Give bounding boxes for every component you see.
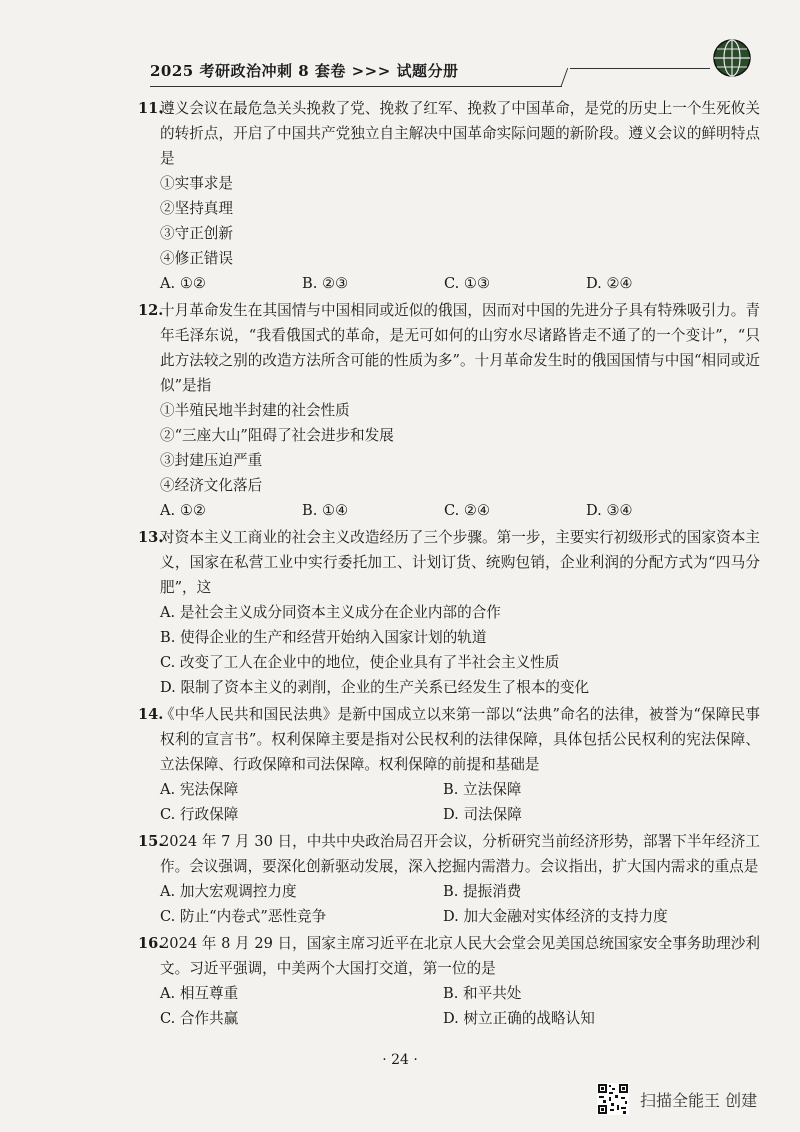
statement-item: ②“三座大山”阻碍了社会进步和发展 bbox=[160, 427, 394, 444]
choice-a: A. 是社会主义成分同资本主义成分在企业内部的合作 bbox=[160, 604, 501, 621]
choice-b: B. 使得企业的生产和经营开始纳入国家计划的轨道 bbox=[160, 629, 487, 646]
question-stem: 2024 年 8 月 29 日，国家主席习近平在北京人民大会堂会见美国总统国家安全事务助理沙利文。习近平强调，中美两个大国打交道，第一位的是 bbox=[160, 935, 760, 977]
choice-b: B. ①④ bbox=[302, 502, 349, 519]
header-title: 2025 考研政治冲刺 8 套卷 >>> 试题分册 bbox=[150, 62, 459, 80]
header-underline bbox=[150, 86, 562, 87]
question-stem: 十月革命发生在其国情与中国相同或近似的俄国，因而对中国的先进分子具有特殊吸引力。青年毛泽东说，“我看俄国式的革命，是无可如何的山穷水尽诸路皆走不通了的一个变计”，“只此方法较之别的改造方法所含可能的性质为多”。十月革命发生时的俄国国情与中国“相同或近似”是指 bbox=[160, 302, 760, 394]
choice-a: A. ①② bbox=[160, 502, 206, 519]
answer-choices bbox=[160, 271, 760, 296]
choice-d: D. ③④ bbox=[586, 502, 633, 519]
question-11 bbox=[138, 96, 760, 296]
header-top-line bbox=[570, 68, 710, 69]
question-12 bbox=[138, 298, 760, 523]
question-number: 13. bbox=[138, 529, 164, 546]
question-list bbox=[138, 96, 760, 1033]
choice-d: D. 司法保障 bbox=[443, 806, 522, 823]
question-number: 15. bbox=[138, 833, 164, 850]
choice-d: D. 树立正确的战略认知 bbox=[443, 1010, 595, 1027]
statement-item: ④经济文化落后 bbox=[160, 477, 263, 494]
choice-b: B. 立法保障 bbox=[443, 781, 522, 798]
choice-a: A. 加大宏观调控力度 bbox=[160, 883, 297, 900]
statement-item: ③封建压迫严重 bbox=[160, 452, 263, 469]
answer-choices-row-1 bbox=[160, 879, 760, 904]
choice-a: A. 相互尊重 bbox=[160, 985, 239, 1002]
statement-item: ②坚持真理 bbox=[160, 200, 233, 217]
question-stem: 《中华人民共和国民法典》是新中国成立以来第一部以“法典”命名的法律，被誉为“保障民事权利的宣言书”。权利保障主要是指对公民权利的法律保障，具体包括公民权利的宪法保障、立法保障、行政保障和司法保障。权利保障的前提和基础是 bbox=[160, 706, 760, 773]
qr-code-icon bbox=[597, 1083, 629, 1115]
question-16 bbox=[138, 931, 760, 1031]
choice-b: B. 和平共处 bbox=[443, 985, 522, 1002]
question-stem: 2024 年 7 月 30 日，中共中央政治局召开会议，分析研究当前经济形势，部署下半年经济工作。会议强调，要深化创新驱动发展，深入挖掘内需潜力。会议指出，扩大国内需求的重点是 bbox=[160, 833, 760, 875]
choice-b: B. 提振消费 bbox=[443, 883, 522, 900]
answer-choices-row-2 bbox=[160, 802, 760, 827]
choice-c: C. ②④ bbox=[444, 502, 491, 519]
answer-choices-row-1 bbox=[160, 777, 760, 802]
choice-c: C. 合作共赢 bbox=[160, 1010, 239, 1027]
choice-c: C. 改变了工人在企业中的地位，使企业具有了半社会主义性质 bbox=[160, 654, 560, 671]
question-13 bbox=[138, 525, 760, 700]
answer-choices-row-2 bbox=[160, 904, 760, 929]
choice-c: C. ①③ bbox=[444, 275, 491, 292]
choice-d: D. ②④ bbox=[586, 275, 633, 292]
question-14 bbox=[138, 702, 760, 827]
choice-a: A. ①② bbox=[160, 275, 206, 292]
question-15 bbox=[138, 829, 760, 929]
choice-d: D. 加大金融对实体经济的支持力度 bbox=[443, 908, 668, 925]
answer-choices-row-2 bbox=[160, 1006, 760, 1031]
choice-c: C. 行政保障 bbox=[160, 806, 239, 823]
page-number: · 24 · bbox=[382, 1052, 418, 1068]
choice-d: D. 限制了资本主义的剥削，企业的生产关系已经发生了根本的变化 bbox=[160, 679, 590, 696]
statement-item: ③守正创新 bbox=[160, 225, 233, 242]
choice-c: C. 防止“内卷式”恶性竞争 bbox=[160, 908, 327, 925]
scanner-watermark: 扫描全能王 创建 bbox=[640, 1091, 758, 1110]
answer-choices bbox=[160, 498, 760, 523]
question-number: 11. bbox=[138, 100, 164, 117]
question-stem: 对资本主义工商业的社会主义改造经历了三个步骤。第一步，主要实行初级形式的国家资本主义，国家在私营工业中实行委托加工、计划订货、统购包销，企业利润的分配方式为“四马分肥”，这 bbox=[160, 529, 760, 596]
answer-choices-row-1 bbox=[160, 981, 760, 1006]
header-slant-line bbox=[558, 68, 569, 86]
globe-logo-icon bbox=[712, 38, 752, 78]
page-header bbox=[150, 52, 710, 88]
question-number: 14. bbox=[138, 706, 164, 723]
choice-a: A. 宪法保障 bbox=[160, 781, 239, 798]
statement-item: ①实事求是 bbox=[160, 175, 233, 192]
statement-item: ①半殖民地半封建的社会性质 bbox=[160, 402, 350, 419]
question-number: 16. bbox=[138, 935, 164, 952]
statement-item: ④修正错误 bbox=[160, 250, 233, 267]
choice-b: B. ②③ bbox=[302, 275, 349, 292]
question-stem: 遵义会议在最危急关头挽救了党、挽救了红军、挽救了中国革命，是党的历史上一个生死攸关的转折点，开启了中国共产党独立自主解决中国革命实际问题的新阶段。遵义会议的鲜明特点是 bbox=[160, 100, 760, 167]
question-number: 12. bbox=[138, 302, 164, 319]
